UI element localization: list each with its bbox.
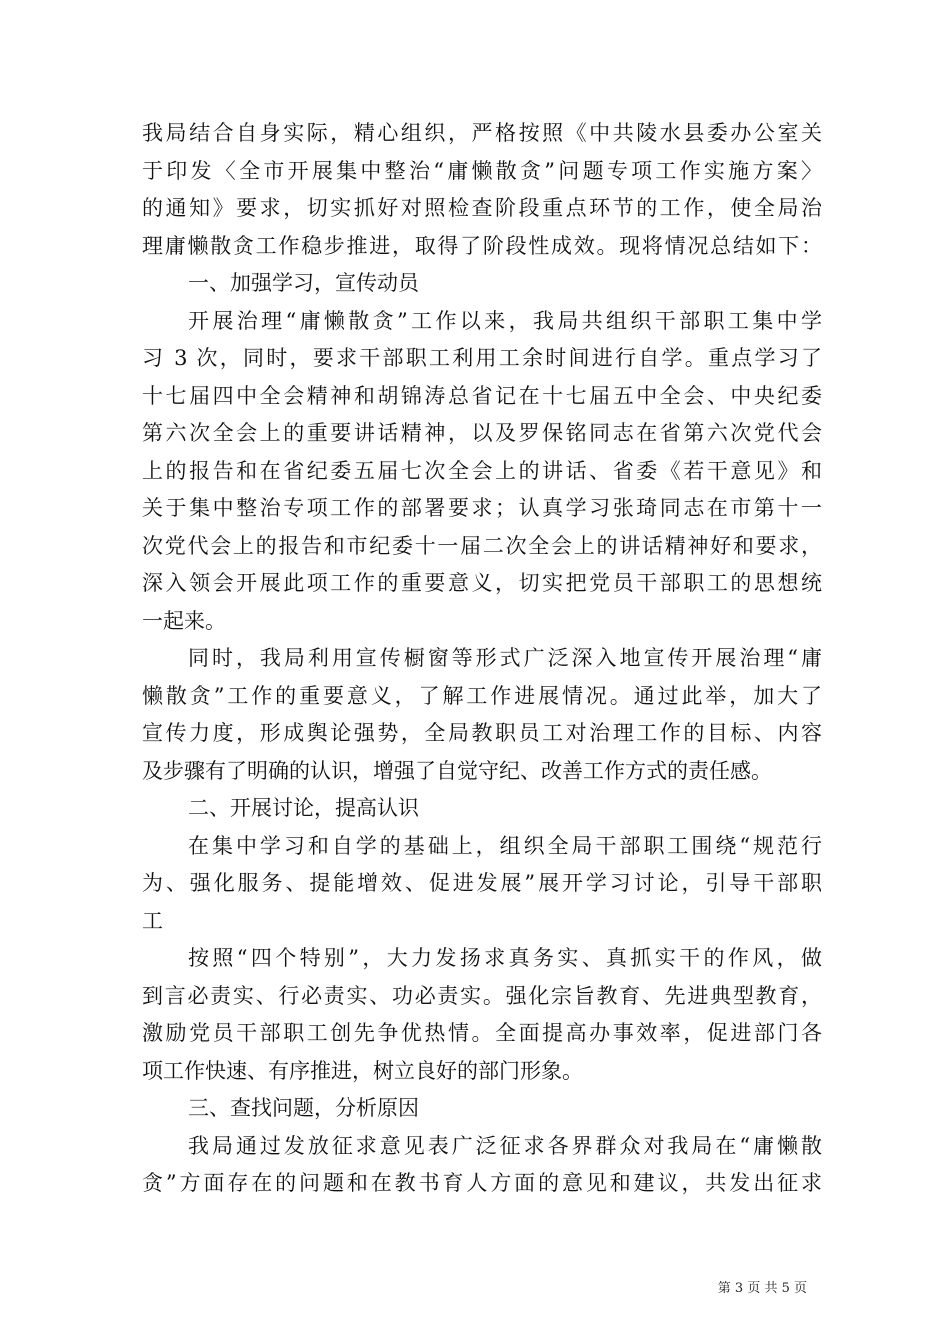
text-line: 在集中学习和自学的基础上，组织全局干部职工围绕“规范行 xyxy=(188,833,822,858)
text-line: 激励党员干部职工创先争优热情。全面提高办事效率，促进部门各 xyxy=(142,1021,822,1045)
text-line: 贪”方面存在的问题和在教书育人方面的意见和建议，共发出征求 xyxy=(142,1171,822,1195)
text-line: 懒散贪”工作的重要意义，了解工作进展情况。通过此举，加大了 xyxy=(142,683,822,708)
text-line: 第六次全会上的重要讲话精神，以及罗保铭同志在省第六次党代会 xyxy=(142,421,822,445)
text-line: 次党代会上的报告和市纪委十一届二次全会上的讲话精神好和要求， xyxy=(142,533,822,558)
document-body xyxy=(142,115,822,1203)
text-line: 一起来。 xyxy=(142,608,226,633)
text-line: 开展治理“庸懒散贪”工作以来，我局共组织干部职工集中学 xyxy=(188,308,822,333)
text-line: 我局通过发放征求意见表广泛征求各界群众对我局在“庸懒散 xyxy=(188,1133,822,1158)
page-number-footer: 第 3 页 共 5 页 xyxy=(717,1281,807,1296)
text-line: 宣传力度，形成舆论强势，全局教职员工对治理工作的目标、内容 xyxy=(142,721,822,745)
text-line: 为、强化服务、提能增效、促进发展”展开学习讨论，引导干部职 xyxy=(142,871,822,895)
text-line: 关于集中整治专项工作的部署要求；认真学习张琦同志在市第十一 xyxy=(142,496,822,520)
text-line: 我局结合自身实际，精心组织，严格按照《中共陵水县委办公室关 xyxy=(142,121,822,145)
text-line: 于印发〈全市开展集中整治“庸懒散贪”问题专项工作实施方案〉 xyxy=(142,158,822,183)
text-line: 的通知》要求，切实抓好对照检查阶段重点环节的工作，使全局治 xyxy=(142,196,822,220)
text-line: 十七届四中全会精神和胡锦涛总省记在十七届五中全会、中央纪委 xyxy=(142,383,822,408)
section-heading: 二、开展讨论，提高认识 xyxy=(188,796,419,820)
text-line: 深入领会开展此项工作的重要意义，切实把党员干部职工的思想统 xyxy=(142,571,822,595)
text-line: 上的报告和在省纪委五届七次全会上的讲话、省委《若干意见》和 xyxy=(142,458,822,483)
text-line: 项工作快速、有序推进，树立良好的部门形象。 xyxy=(142,1058,583,1083)
text-line: 工 xyxy=(142,908,163,933)
text-line: 及步骤有了明确的认识，增强了自觉守纪、改善工作方式的责任感。 xyxy=(142,758,772,783)
text-line: 按照“四个特别”，大力发扬求真务实、真抓实干的作风，做 xyxy=(188,946,822,970)
text-line: 同时，我局利用宣传橱窗等形式广泛深入地宣传开展治理“庸 xyxy=(188,646,822,670)
text-line: 习 3 次，同时，要求干部职工利用工余时间进行自学。重点学习了 xyxy=(142,346,822,370)
text-line: 到言必责实、行必责实、功必责实。强化宗旨教育、先进典型教育， xyxy=(142,983,822,1008)
section-heading: 一、加强学习，宣传动员 xyxy=(188,271,419,295)
section-heading: 三、查找问题，分析原因 xyxy=(188,1096,419,1120)
text-line: 理庸懒散贪工作稳步推进，取得了阶段性成效。现将情况总结如下： xyxy=(142,233,822,258)
